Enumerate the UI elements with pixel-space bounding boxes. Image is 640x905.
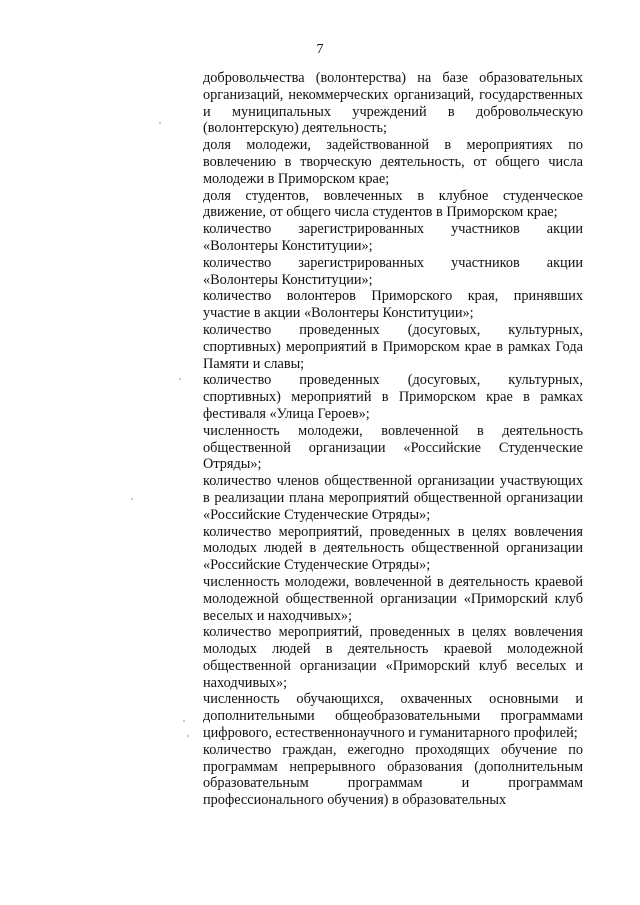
scan-speck [187,735,189,737]
scan-speck [179,378,181,380]
paragraph: численность молодежи, вовлеченной в деятельность краевой молодежной общественной организации «Приморский клуб веселых и находчивых»; [203,573,583,624]
paragraph: добровольчества (волонтерства) на базе образовательных организаций, некоммерческих организаций, государственных и муниципальных учреждений в добровольческую (волонтерскую) деятельность; [203,70,583,137]
scan-speck [131,498,133,500]
scan-speck [183,720,185,722]
paragraph: доля молодежи, задействованной в мероприятиях по вовлечению в творческую деятельность, от общего числа молодежи в Приморском крае; [203,137,583,187]
paragraph: количество граждан, ежегодно проходящих обучение по программам непрерывного образования (дополнительным образовательным программам и программам профессионального обучения) в образовательных [203,741,583,809]
paragraph: количество зарегистрированных участников акции «Волонтеры Конституции»; [203,254,583,288]
paragraph: количество волонтеров Приморского края, принявших участие в акции «Волонтеры Конституции»; [203,288,583,322]
page-number: 7 [316,42,324,57]
paragraph: численность молодежи, вовлеченной в деятельность общественной организации «Российские Студенческие Отряды»; [203,422,583,473]
paragraph: количество проведенных (досуговых, культурных, спортивных) мероприятий в Приморском крае в рамках Года Памяти и славы; [203,321,583,372]
scan-speck [159,122,161,124]
document-body [203,70,583,809]
paragraph: количество мероприятий, проведенных в целях вовлечения молодых людей в деятельность общественной организации «Российские Студенческие Отряды»; [203,523,583,574]
paragraph: доля студентов, вовлеченных в клубное студенческое движение, от общего числа студентов в Приморском крае; [203,187,583,221]
paragraph: количество членов общественной организации участвующих в реализации плана мероприятий общественной организации «Российские Студенческие Отряды»; [203,473,583,523]
paragraph: количество мероприятий, проведенных в целях вовлечения молодых людей в деятельность краевой молодежной общественной организации «Приморский клуб веселых и находчивых»; [203,624,583,691]
paragraph: количество зарегистрированных участников акции «Волонтеры Конституции»; [203,221,583,254]
paragraph: численность обучающихся, охваченных основными и дополнительными общеобразовательными программами цифрового, естественнонаучного и гуманитарного профилей; [203,691,583,742]
paragraph: количество проведенных (досуговых, культурных, спортивных) мероприятий в Приморском крае в рамках фестиваля «Улица Героев»; [203,372,583,422]
